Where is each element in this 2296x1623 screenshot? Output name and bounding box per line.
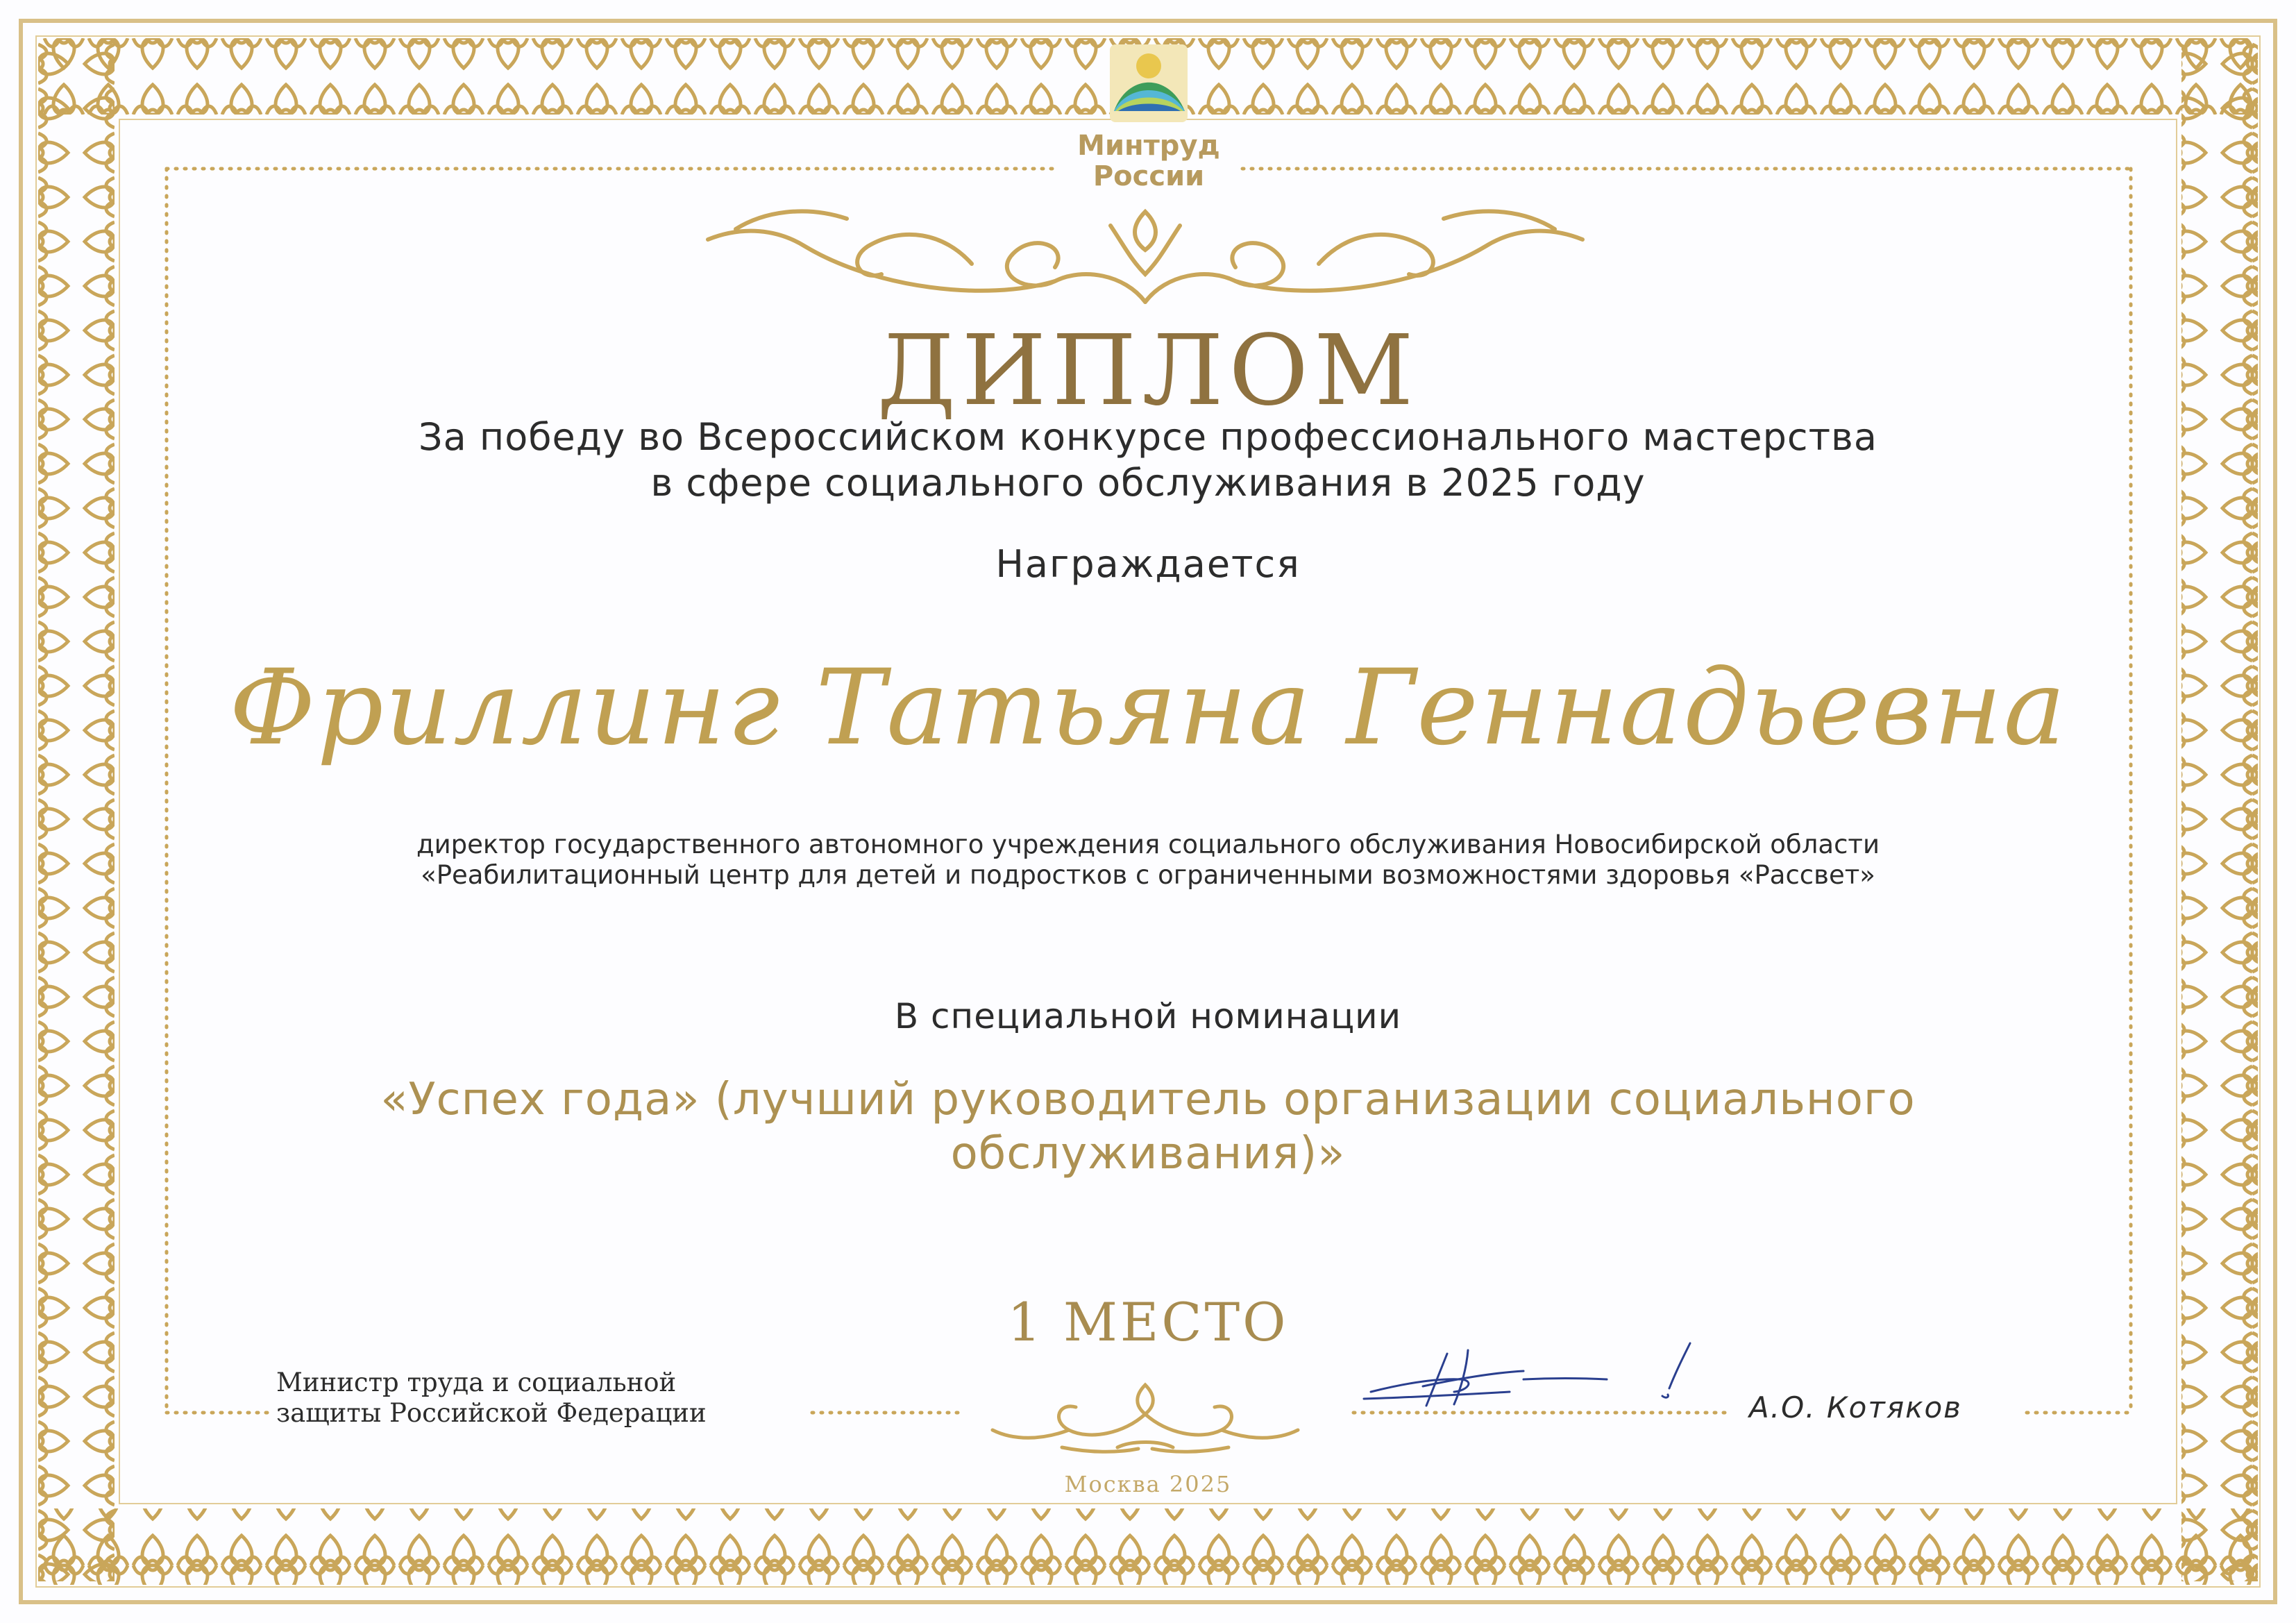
nomination-label: В специальной номинации (894, 996, 1402, 1036)
nomination-line1: «Успех года» (лучший руководитель организации социального (380, 1074, 1916, 1125)
position-line1: директор государственного автономного учреждения социального обслуживания Новосибирской области (416, 830, 1880, 859)
place-label: 1 МЕСТО (1007, 1291, 1289, 1353)
recipient-name: Фриллинг Татьяна Геннадьевна (229, 648, 2067, 768)
flourish-ornament (694, 198, 1596, 316)
signature-scribble (1357, 1336, 1718, 1420)
flourish-ornament-bottom (979, 1371, 1312, 1461)
mintrud-logo-icon (1100, 35, 1197, 132)
subtitle-line1: За победу во Всероссийском конкурсе профессионального мастерства (419, 415, 1877, 459)
logo-line1: Минтруд (1077, 130, 1220, 162)
nomination-line2: обслуживания)» (950, 1128, 1346, 1179)
awarded-label: Награждается (995, 542, 1301, 586)
signer-title-line2: защиты Российской Федерации (276, 1398, 707, 1428)
signer-title (276, 1368, 832, 1429)
diploma-title: ДИПЛОМ (877, 314, 1419, 428)
position-line2: «Реабилитационный центр для детей и подростков с ограниченными возможностями здоровья «Рассвет» (421, 860, 1875, 890)
city-year: Москва 2025 (1064, 1471, 1232, 1497)
signer-title-line1: Министр труда и социальной (276, 1368, 677, 1397)
diploma-subtitle (208, 414, 2088, 506)
logo-text (1045, 131, 1253, 192)
nomination-name (243, 1073, 2053, 1181)
recipient-position (243, 830, 2053, 891)
logo-line2: России (1092, 160, 1205, 192)
subtitle-line2: в сфере социального обслуживания в 2025 году (650, 461, 1646, 505)
signer-name: А.О. Котяков (1749, 1390, 1962, 1424)
